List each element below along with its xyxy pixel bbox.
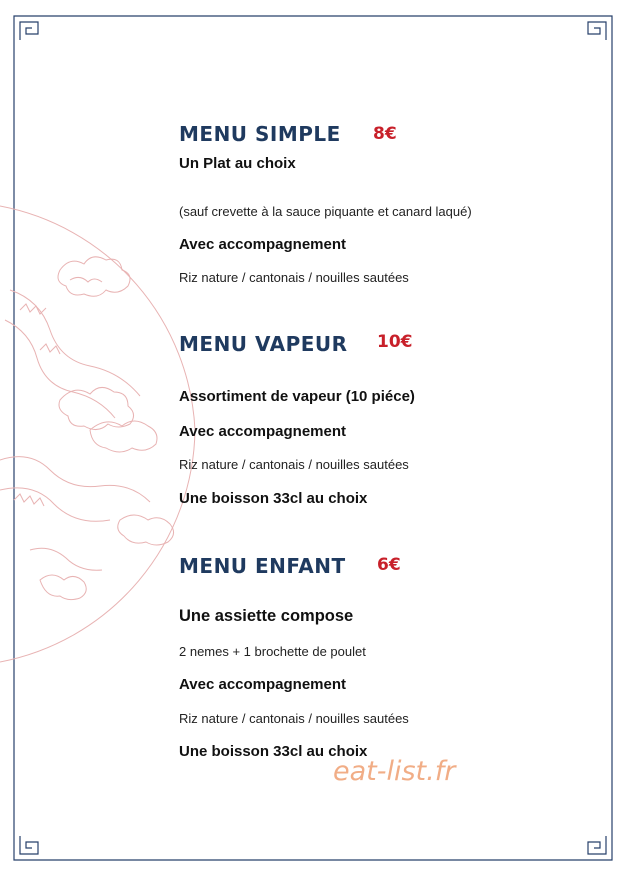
menu-vapeur-line-assortiment: Assortiment de vapeur (10 piéce)	[179, 388, 415, 405]
corner-ornament-top-left	[14, 16, 44, 46]
menu-enfant-line-boisson: Une boisson 33cl au choix	[179, 743, 368, 760]
menu-simple-price: 8€	[373, 124, 397, 144]
menu-enfant-line-accompagnement: Avec accompagnement	[179, 676, 347, 693]
menu-enfant-title: MENU ENFANT	[179, 554, 346, 578]
menu-simple-line-riz: Riz nature / cantonais / nouilles sautées	[179, 270, 409, 285]
corner-ornament-bottom-right	[582, 830, 612, 860]
menu-enfant-line-nemes: 2 nemes + 1 brochette de poulet	[179, 644, 366, 659]
site-watermark: eat-list.fr	[333, 756, 456, 787]
corner-ornament-bottom-left	[14, 830, 44, 860]
menu-simple-line-accompagnement: Avec accompagnement	[179, 236, 347, 253]
corner-ornament-top-right	[582, 16, 612, 46]
menu-vapeur-line-riz: Riz nature / cantonais / nouilles sautées	[179, 457, 409, 472]
menu-enfant-price: 6€	[377, 555, 401, 575]
menu-vapeur-line-boisson: Une boisson 33cl au choix	[179, 490, 368, 507]
menu-simple-line-exclusion: (sauf crevette à la sauce piquante et canard laqué)	[179, 204, 472, 219]
menu-vapeur-title: MENU VAPEUR	[179, 332, 348, 356]
menu-simple-line-plat: Un Plat au choix	[179, 155, 296, 172]
menu-simple-title: MENU SIMPLE	[179, 122, 341, 146]
dragon-illustration	[0, 200, 200, 670]
menu-vapeur-line-accompagnement: Avec accompagnement	[179, 423, 347, 440]
menu-enfant-line-assiette: Une assiette compose	[179, 607, 354, 625]
menu-enfant-line-riz: Riz nature / cantonais / nouilles sautées	[179, 711, 409, 726]
menu-vapeur-price: 10€	[377, 332, 413, 352]
